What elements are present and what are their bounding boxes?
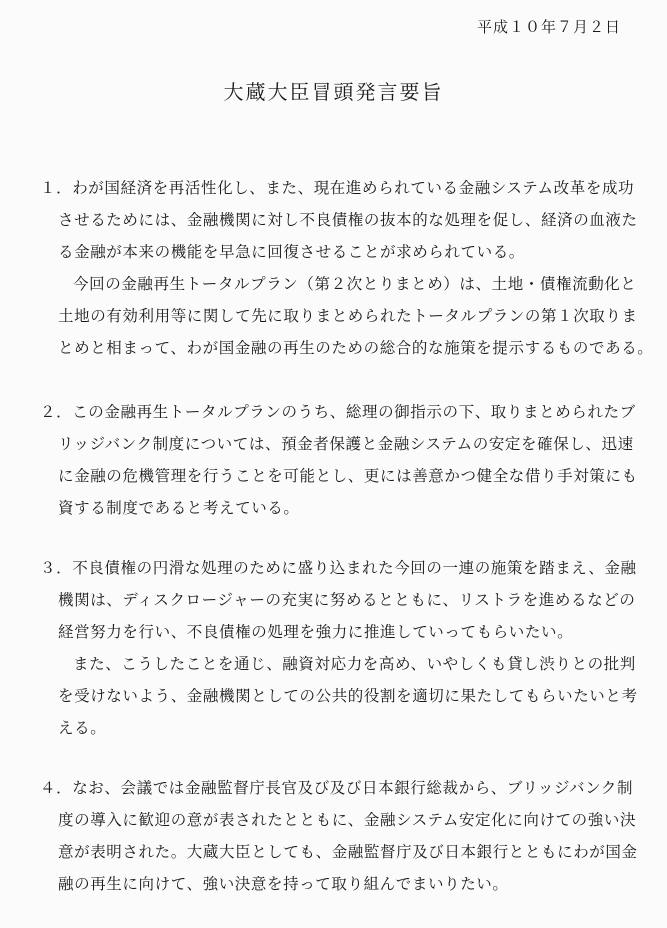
text-line: また、こうしたことを通じ、融資対応力を高め、いやしくも貸し渋りとの批判 <box>73 655 636 673</box>
text-line: を受けないよう、金融機関としての公共的役割を適切に果たしてもらいたいと考 <box>58 687 638 705</box>
text-line: 意が表明された。大蔵大臣としても、金融監督庁及び日本銀行とともにわが国金 <box>58 843 638 861</box>
text-line: リッジバンク制度については、預金者保護と金融システムの安定を確保し、迅速 <box>58 435 634 453</box>
text-line: る金融が本来の機能を早急に回復させることが求められている。 <box>58 243 525 261</box>
text-line: とめと相まって、わが国金融の再生のための総合的な施策を提示するものである。 <box>58 339 654 357</box>
text-line: える。 <box>58 719 107 737</box>
text-line: 経営努力を行い、不良債権の処理を強力に推進していってもらいたい。 <box>58 623 574 641</box>
text-line: 度の導入に歓迎の意が表されたとともに、金融システム安定化に向けての強い決 <box>58 811 637 829</box>
text-line: 機関は、ディスクロージャーの充実に努めるとともに、リストラを進めるなどの <box>58 591 636 609</box>
text-line: 土地の有効利用等に関して先に取りまとめられたトータルプランの第１次取りま <box>58 307 638 325</box>
text-line: 資する制度であると考えている。 <box>58 499 300 517</box>
text-line: 融の再生に向けて、強い決意を持って取り組んでまいりたい。 <box>58 875 509 893</box>
text-line: ４．なお、会議では金融監督庁長官及び及び日本銀行総裁から、ブリッジバンク制 <box>40 779 634 797</box>
text-line: させるためには、金融機関に対し不良債権の抜本的な処理を促し、経済の血液た <box>58 211 638 229</box>
text-line: 今回の金融再生トータルプラン（第２次とりまとめ）は、土地・債権流動化と <box>73 275 637 293</box>
text-line: ３．不良債権の円滑な処理のために盛り込まれた今回の一連の施策を踏まえ、金融 <box>40 559 637 577</box>
text-line: に金融の危機管理を行うことを可能とし、更には善意かつ健全な借り手対策にも <box>58 467 638 485</box>
text-line: ２．この金融再生トータルプランのうち、総理の御指示の下、取りまとめられたブ <box>40 403 636 421</box>
document-date: 平成１０年７月２日 <box>476 18 621 36</box>
text-line: １．わが国経済を再活性化し、また、現在進められている金融システム改革を成功 <box>40 179 635 197</box>
document-title: 大蔵大臣冒頭発言要旨 <box>223 80 444 104</box>
